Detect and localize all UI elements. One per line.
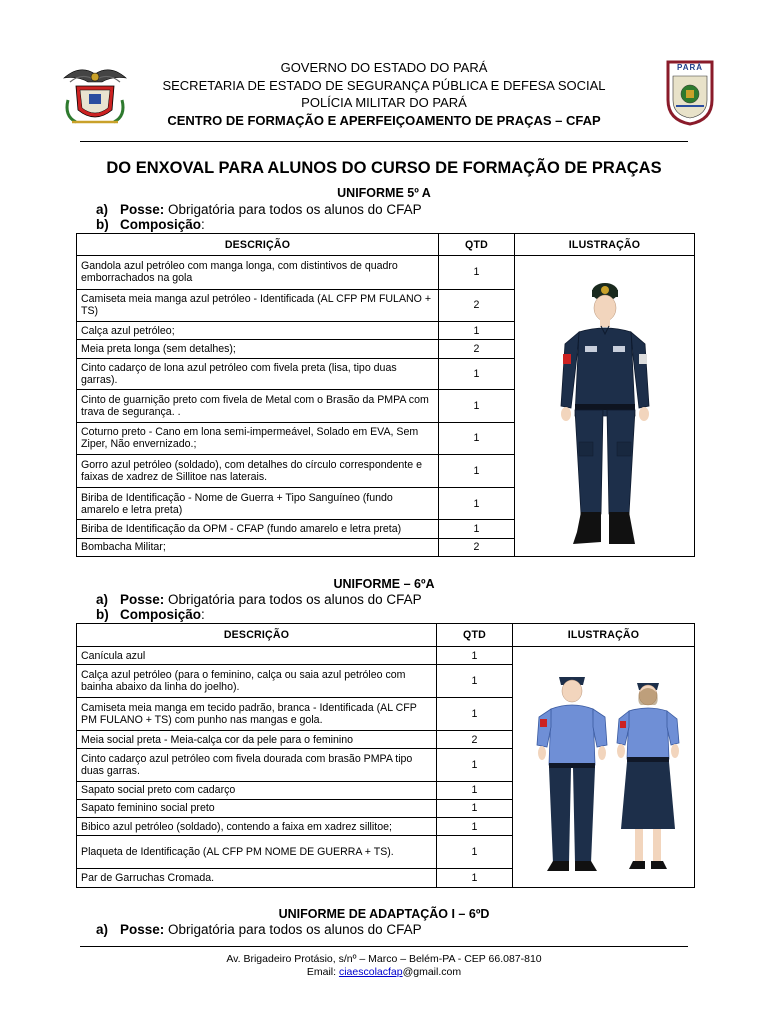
row-description: Cinto cadarço azul petróleo com fivela dourada com brasão PMPA tipo duas garras. bbox=[77, 749, 437, 781]
row-description: Camiseta meia manga azul petróleo - Identificada (AL CFP PM FULANO + TS) bbox=[77, 289, 439, 322]
row-quantity: 1 bbox=[437, 781, 513, 799]
row-description: Calça azul petróleo; bbox=[77, 322, 439, 340]
uniform-2-posse: a) Posse: Obrigatória para todos os alunos do CFAP bbox=[96, 592, 422, 607]
row-description: Camiseta meia manga em tecido padrão, branca - Identificada (AL CFP PM FULANO + TS) com punho nas mangas e gola. bbox=[77, 697, 437, 730]
document-title: DO ENXOVAL PARA ALUNOS DO CURSO DE FORMAÇÃO DE PRAÇAS bbox=[106, 159, 662, 177]
row-description: Canícula azul bbox=[77, 647, 437, 665]
row-description: Gorro azul petróleo (soldado), com detalhes do círculo correspondente e faixas de xadrez de Sillitoe nas laterais. bbox=[77, 455, 439, 488]
row-quantity: 1 bbox=[439, 322, 515, 340]
header-line-2: SECRETARIA DE ESTADO DE SEGURANÇA PÚBLICA E DEFESA SOCIAL bbox=[162, 78, 606, 93]
column-header-qtd: QTD bbox=[437, 624, 513, 647]
row-description: Sapato feminino social preto bbox=[77, 799, 437, 817]
uniform-5a-illustration bbox=[515, 256, 695, 556]
uniform-6a-illustration bbox=[513, 647, 695, 887]
row-quantity: 1 bbox=[437, 818, 513, 836]
column-header-ilustracao: ILUSTRAÇÃO bbox=[513, 624, 695, 647]
uniform-2-illustration-cell bbox=[513, 647, 695, 888]
row-quantity: 1 bbox=[437, 799, 513, 817]
uniform-1-table bbox=[76, 233, 695, 557]
row-description: Bombacha Militar; bbox=[77, 538, 439, 556]
header-divider bbox=[80, 141, 688, 142]
row-description: Meia preta longa (sem detalhes); bbox=[77, 340, 439, 358]
row-quantity: 1 bbox=[437, 749, 513, 781]
row-quantity: 1 bbox=[439, 390, 515, 423]
row-description: Meia social preta - Meia-calça cor da pele para o feminino bbox=[77, 731, 437, 749]
email-link[interactable]: ciaescolacfap bbox=[338, 966, 403, 978]
uniform-2-title: UNIFORME – 6ºA bbox=[333, 577, 435, 591]
row-quantity: 1 bbox=[437, 868, 513, 887]
row-quantity: 1 bbox=[437, 647, 513, 665]
row-quantity: 1 bbox=[439, 520, 515, 538]
uniform-1-illustration-cell bbox=[515, 256, 695, 557]
table-row bbox=[77, 647, 695, 665]
row-description: Par de Garruchas Cromada. bbox=[77, 868, 437, 887]
header-line-3: POLÍCIA MILITAR DO PARÁ bbox=[301, 95, 467, 110]
header-line-4: CENTRO DE FORMAÇÃO E APERFEIÇOAMENTO DE PRAÇAS – CFAP bbox=[167, 113, 601, 128]
row-description: Cinto cadarço de lona azul petróleo com fivela preta (lisa, tipo duas garras). bbox=[77, 358, 439, 390]
column-header-descricao: DESCRIÇÃO bbox=[77, 624, 437, 647]
row-quantity: 1 bbox=[439, 487, 515, 520]
footer-email: Email: ciaescolacfap@gmail.com bbox=[306, 966, 462, 978]
row-description: Calça azul petróleo (para o feminino, calça ou saia azul petróleo com bainha abaixo da linha do joelho). bbox=[77, 665, 437, 697]
table-row bbox=[77, 256, 695, 290]
row-description: Cinto de guarnição preto com fivela de Metal com o Brasão da PMPA com trava de segurança. . bbox=[77, 390, 439, 423]
uniform-1-title: UNIFORME 5º A bbox=[337, 186, 431, 200]
row-quantity: 1 bbox=[439, 358, 515, 390]
column-header-descricao: DESCRIÇÃO bbox=[77, 234, 439, 256]
row-quantity: 1 bbox=[439, 455, 515, 488]
row-quantity: 1 bbox=[437, 697, 513, 730]
uniform-3-posse: a) Posse: Obrigatória para todos os alunos do CFAP bbox=[96, 922, 422, 937]
row-quantity: 2 bbox=[439, 289, 515, 322]
row-quantity: 2 bbox=[439, 340, 515, 358]
row-quantity: 1 bbox=[437, 665, 513, 697]
row-description: Biriba de Identificação - Nome de Guerra + Tipo Sanguíneo (fundo amarelo e letra preta) bbox=[77, 487, 439, 520]
column-header-qtd: QTD bbox=[439, 234, 515, 256]
row-description: Coturno preto - Cano em lona semi-impermeável, Solado em EVA, Sem Ziper, Não envernizado.; bbox=[77, 422, 439, 455]
row-quantity: 1 bbox=[437, 836, 513, 868]
uniform-3-title: UNIFORME DE ADAPTAÇÃO I – 6ºD bbox=[278, 907, 490, 921]
footer-address: Av. Brigadeiro Protásio, s/nº – Marco – Belém-PA - CEP 66.087-810 bbox=[226, 953, 542, 965]
uniform-2-table bbox=[76, 623, 695, 888]
uniform-2-composicao: b) Composição: bbox=[96, 607, 205, 622]
row-quantity: 1 bbox=[439, 256, 515, 290]
column-header-ilustracao: ILUSTRAÇÃO bbox=[515, 234, 695, 256]
header-line-1: GOVERNO DO ESTADO DO PARÁ bbox=[280, 60, 488, 75]
row-quantity: 1 bbox=[439, 422, 515, 455]
row-description: Plaqueta de Identificação (AL CFP PM NOME DE GUERRA + TS). bbox=[77, 836, 437, 868]
emblem-text: PARÁ bbox=[676, 63, 704, 72]
row-quantity: 2 bbox=[437, 731, 513, 749]
uniform-1-posse: a) Posse: Obrigatória para todos os alunos do CFAP bbox=[96, 202, 422, 217]
footer-divider bbox=[80, 946, 688, 947]
row-description: Gandola azul petróleo com manga longa, com distintivos de quadro emborrachados na gola bbox=[77, 256, 439, 290]
uniform-1-composicao: b) Composição: bbox=[96, 217, 205, 232]
row-quantity: 2 bbox=[439, 538, 515, 556]
row-description: Biriba de Identificação da OPM - CFAP (fundo amarelo e letra preta) bbox=[77, 520, 439, 538]
row-description: Sapato social preto com cadarço bbox=[77, 781, 437, 799]
row-description: Bibico azul petróleo (soldado), contendo a faixa em xadrez sillitoe; bbox=[77, 818, 437, 836]
